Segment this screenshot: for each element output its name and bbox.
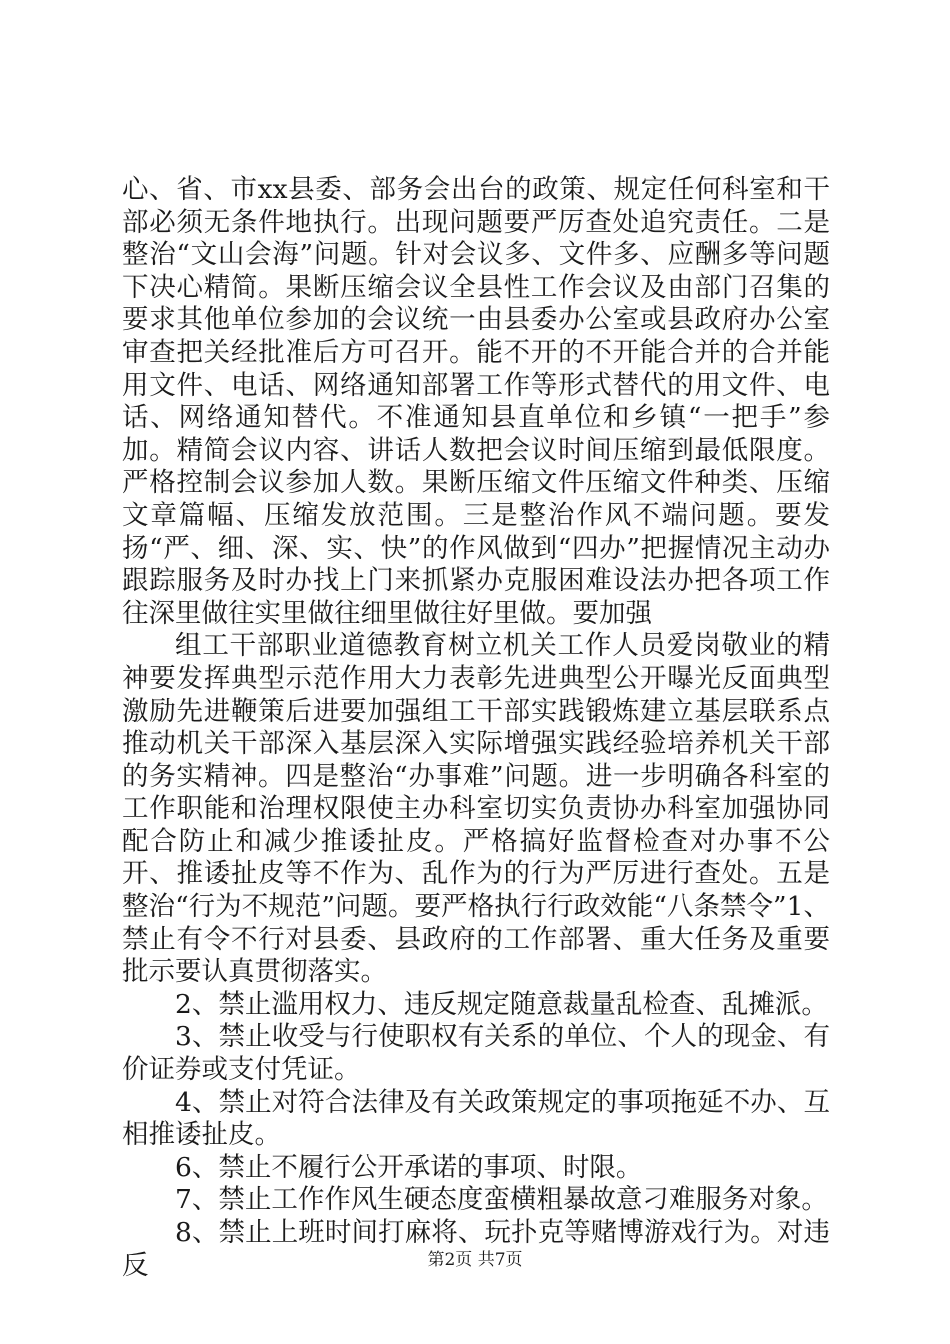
paragraph-ban-8: 8、禁止上班时间打麻将、玩扑克等赌博游戏行为。对违反 (122, 1217, 830, 1281)
document-body (122, 174, 830, 1282)
paragraph-ban-7: 7、禁止工作作风生硬态度蛮横粗暴故意刁难服务对象。 (175, 1184, 828, 1216)
paragraph-ban-2: 2、禁止滥用权力、违反规定随意裁量乱检查、乱摊派。 (175, 988, 828, 1020)
paragraph-ban-3: 3、禁止收受与行使职权有关系的单位、个人的现金、有价证券或支付凭证。 (122, 1021, 830, 1086)
paragraph-continuation: 心、省、市xx县委、部务会出台的政策、规定任何科室和干部必须无条件地执行。出现问题要严厉查处追究责任。二是整治“文山会海”问题。针对会议多、文件多、应酬多等问题下决心精简。果断压缩会议全县性工作会议及由部门召集的要求其他单位参加的会议统一由县委办公室或县政府办公室审查把关经批准后方可召开。能不开的不开能合并的合并能用文件、电话、网络通知部署工作等形式替代的用文件、电话、网络通知替代。不准通知县直单位和乡镇“一把手”参加。精简会议内容、讲话人数把会议时间压缩到最低限度。严格控制会议参加人数。果断压缩文件压缩文件种类、压缩文章篇幅、压缩发放范围。三是整治作风不端问题。要发扬“严、细、深、实、快”的作风做到“四办”把握情况主动办跟踪服务及时办找上门来抓紧办克服困难设法办把各项工作往深里做往实里做往细里做往好里做。要加强 (122, 174, 830, 629)
paragraph-ban-4: 4、禁止对符合法律及有关政策规定的事项拖延不办、互相推诿扯皮。 (122, 1086, 830, 1151)
page-number-footer: 第2页 共7页 (427, 1250, 523, 1270)
paragraph-cadre-ethics: 组工干部职业道德教育树立机关工作人员爱岗敬业的精神要发挥典型示范作用大力表彰先进典型公开曝光反面典型激励先进鞭策后进要加强组工干部实践锻炼建立基层联系点推动机关干部深入基层深入实际增强实践经验培养机关干部的务实精神。四是整治“办事难”问题。进一步明确各科室的工作职能和治理权限使主办科室切实负责协办科室加强协同配合防止和减少推诿扯皮。严格搞好监督检查对办事不公开、推诿扯皮等不作为、乱作为的行为严厉进行查处。五是整治“行为不规范”问题。要严格执行行政效能“八条禁令”1、禁止有令不行对县委、县政府的工作部署、重大任务及重要批示要认真贯彻落实。 (122, 630, 830, 988)
paragraph-ban-6: 6、禁止不履行公开承诺的事项、时限。 (175, 1151, 643, 1183)
